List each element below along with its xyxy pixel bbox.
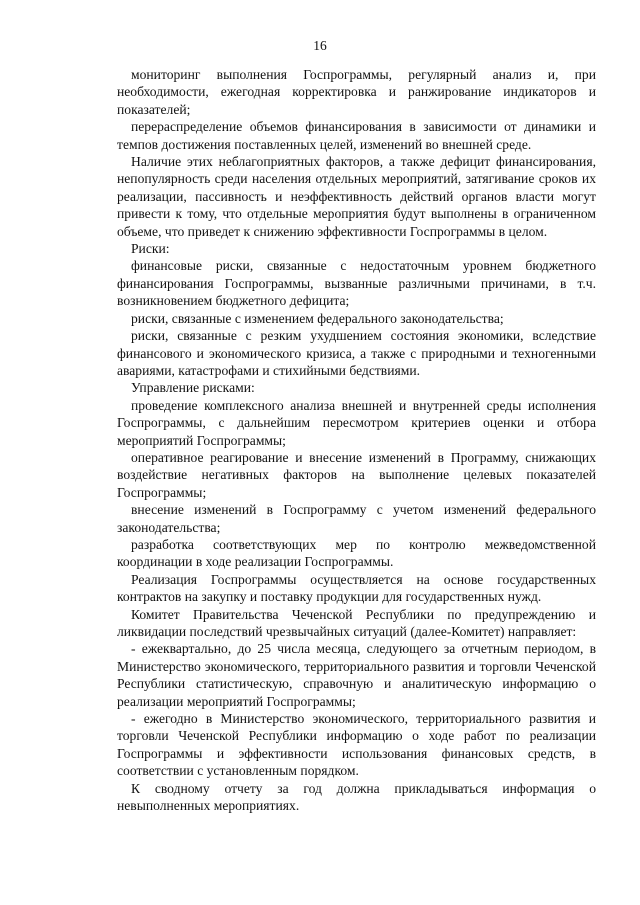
paragraph-legislation-risks: риски, связанные с изменением федерального законодательства; <box>131 310 504 326</box>
paragraph-implementation: Реализация Госпрограммы осуществляется на основе государственных контрактов на закупку и поставку продукции для государственных нужд. <box>117 571 596 605</box>
paragraph-response: оперативное реагирование и внесение изменений в Программу, снижающих воздействие негативных факторов на выполнение целевых показателей Госпрограммы; <box>117 449 596 500</box>
paragraph-economic-risks: риски, связанные с резким ухудшением состояния экономики, вследствие финансового и экономического кризиса, а также с природными и техногенными авариями, катастрофами и стихийными бедствиями. <box>117 328 596 378</box>
paragraph-unfavorable-factors: Наличие этих неблагоприятных факторов, а также дефицит финансирования, непопулярность среди населения отдельных мероприятий, затягивание сроков их реализации, пассивность и неэффективность действий органов власти могут привести к тому, что отдельные мероприятия будут выполнены в ограниченном объеме, что приведет к снижению эффективности Госпрограммы в целом. <box>117 154 596 239</box>
heading-risks: Риски: <box>131 241 170 257</box>
paragraph-quarterly-report: - ежеквартально, до 25 числа месяца, следующего за отчетным периодом, в Министерство экономического, территориального развития и торговли Чеченской Республики статистическую, справочную и аналитическую информацию о реализации мероприятий Госпрограммы; <box>117 641 596 709</box>
paragraph-financial-risks: финансовые риски, связанные с недостаточным уровнем бюджетного финансирования Госпрограммы, вызванные различными причинами, в т.ч. возникновением бюджетного дефицита; <box>117 258 596 309</box>
paragraph-monitoring: мониторинг выполнения Госпрограммы, регулярный анализ и, при необходимости, ежегодная корректировка и ранжирование индикаторов и показателей; <box>117 67 596 117</box>
paragraph-committee: Комитет Правительства Чеченской Республики по предупреждению и ликвидации последствий чрезвычайных ситуаций (далее-Комитет) направляет: <box>117 606 596 639</box>
paragraph-amendments: внесение изменений в Госпрограмму с учетом изменений федерального законодательства; <box>117 502 596 535</box>
paragraph-summary-report: К сводному отчету за год должна прикладываться информация о невыполненных мероприятиях. <box>117 780 596 814</box>
document-body <box>117 66 596 814</box>
page-number: 16 <box>313 38 327 53</box>
paragraph-analysis: проведение комплексного анализа внешней и внутренней среды исполнения Госпрограммы, с дальнейшим пересмотром критериев оценки и отбора мероприятий Госпрограммы; <box>117 397 596 448</box>
paragraph-redistribution: перераспределение объемов финансирования в зависимости от динамики и темпов достижения поставленных целей, изменений во внешней среде. <box>117 119 596 152</box>
paragraph-annual-report: - ежегодно в Министерство экономического, территориального развития и торговли Чеченской Республики информацию о ходе работ по реализации Госпрограммы и эффективности использования финансовых средств, в соответствии с установленным порядком. <box>117 711 596 779</box>
paragraph-coordination: разработка соответствующих мер по контролю межведомственной координации в ходе реализации Госпрограммы. <box>117 536 596 570</box>
heading-risk-management: Управление рисками: <box>131 380 255 396</box>
